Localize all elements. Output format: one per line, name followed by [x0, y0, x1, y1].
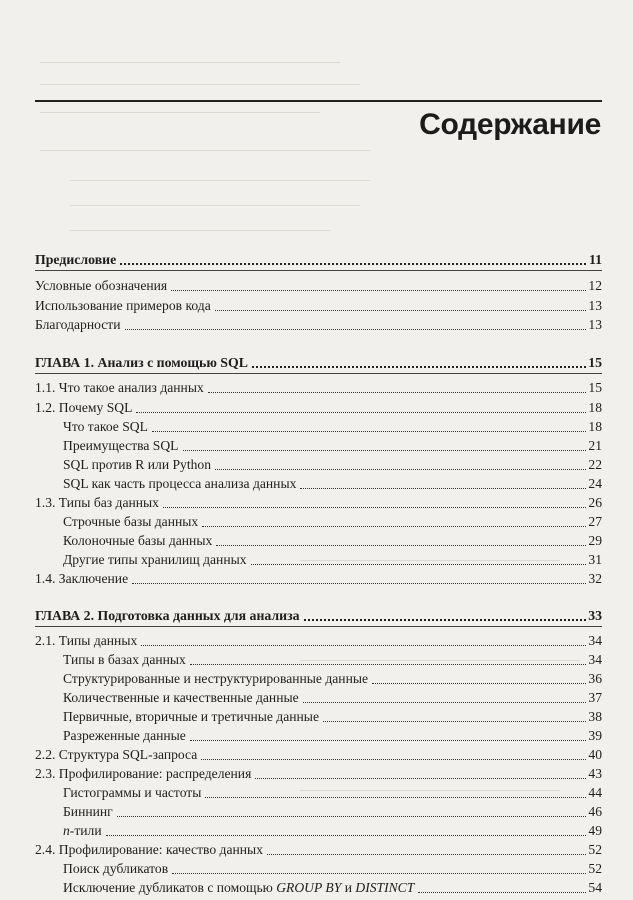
divider	[35, 626, 602, 627]
toc-entry[interactable]: Гистограммы и частоты 44	[63, 785, 602, 800]
toc-entry[interactable]: Другие типы хранилищ данных 31	[63, 552, 602, 567]
toc-entry[interactable]: Количественные и качественные данные 37	[63, 690, 602, 705]
toc-entry[interactable]: Первичные, вторичные и третичные данные 38	[63, 709, 602, 724]
toc-entry[interactable]: Типы в базах данных 34	[63, 652, 602, 667]
toc-entry[interactable]: Разреженные данные 39	[63, 728, 602, 743]
toc-entry[interactable]: 1.3. Типы баз данных 26	[35, 495, 602, 510]
toc-entry[interactable]: Что такое SQL 18	[63, 419, 602, 434]
divider	[35, 270, 602, 271]
toc-entry[interactable]: 1.4. Заключение 32	[35, 571, 602, 586]
toc-chapter-2[interactable]: ГЛАВА 2. Подготовка данных для анализа 33	[35, 608, 602, 623]
toc-entry[interactable]: Биннинг 46	[63, 804, 602, 819]
toc-entry-conventions[interactable]: Условные обозначения 12	[35, 278, 602, 293]
toc-entry[interactable]: 1.2. Почему SQL 18	[35, 400, 602, 415]
toc-entry-preface[interactable]: Предисловие 11	[35, 252, 602, 267]
toc-entry[interactable]: n-тили 49	[63, 823, 602, 838]
page-title: Содержание	[419, 108, 601, 141]
divider	[35, 373, 602, 374]
toc-entry[interactable]: Колоночные базы данных 29	[63, 533, 602, 548]
toc-entry[interactable]: 2.4. Профилирование: качество данных 52	[35, 842, 602, 857]
toc-entry[interactable]: Преимущества SQL 21	[63, 438, 602, 453]
toc-entry[interactable]: 1.1. Что такое анализ данных 15	[35, 380, 602, 395]
toc-entry[interactable]: Строчные базы данных 27	[63, 514, 602, 529]
toc-chapter-1[interactable]: ГЛАВА 1. Анализ с помощью SQL 15	[35, 355, 602, 370]
header-rule	[35, 100, 602, 102]
toc-entry[interactable]: SQL как часть процесса анализа данных 24	[63, 476, 602, 491]
toc-entry[interactable]: Исключение дубликатов с помощью GROUP BY и DISTINCT 54	[63, 880, 602, 895]
toc-entry[interactable]: 2.3. Профилирование: распределения 43	[35, 766, 602, 781]
toc-entry-acknowledgments[interactable]: Благодарности 13	[35, 317, 602, 332]
toc-entry-code-examples[interactable]: Использование примеров кода 13	[35, 298, 602, 313]
toc-entry[interactable]: Структурированные и неструктурированные данные 36	[63, 671, 602, 686]
toc-entry[interactable]: SQL против R или Python 22	[63, 457, 602, 472]
toc-entry[interactable]: 2.1. Типы данных 34	[35, 633, 602, 648]
toc-entry[interactable]: 2.2. Структура SQL-запроса 40	[35, 747, 602, 762]
toc-entry[interactable]: Поиск дубликатов 52	[63, 861, 602, 876]
